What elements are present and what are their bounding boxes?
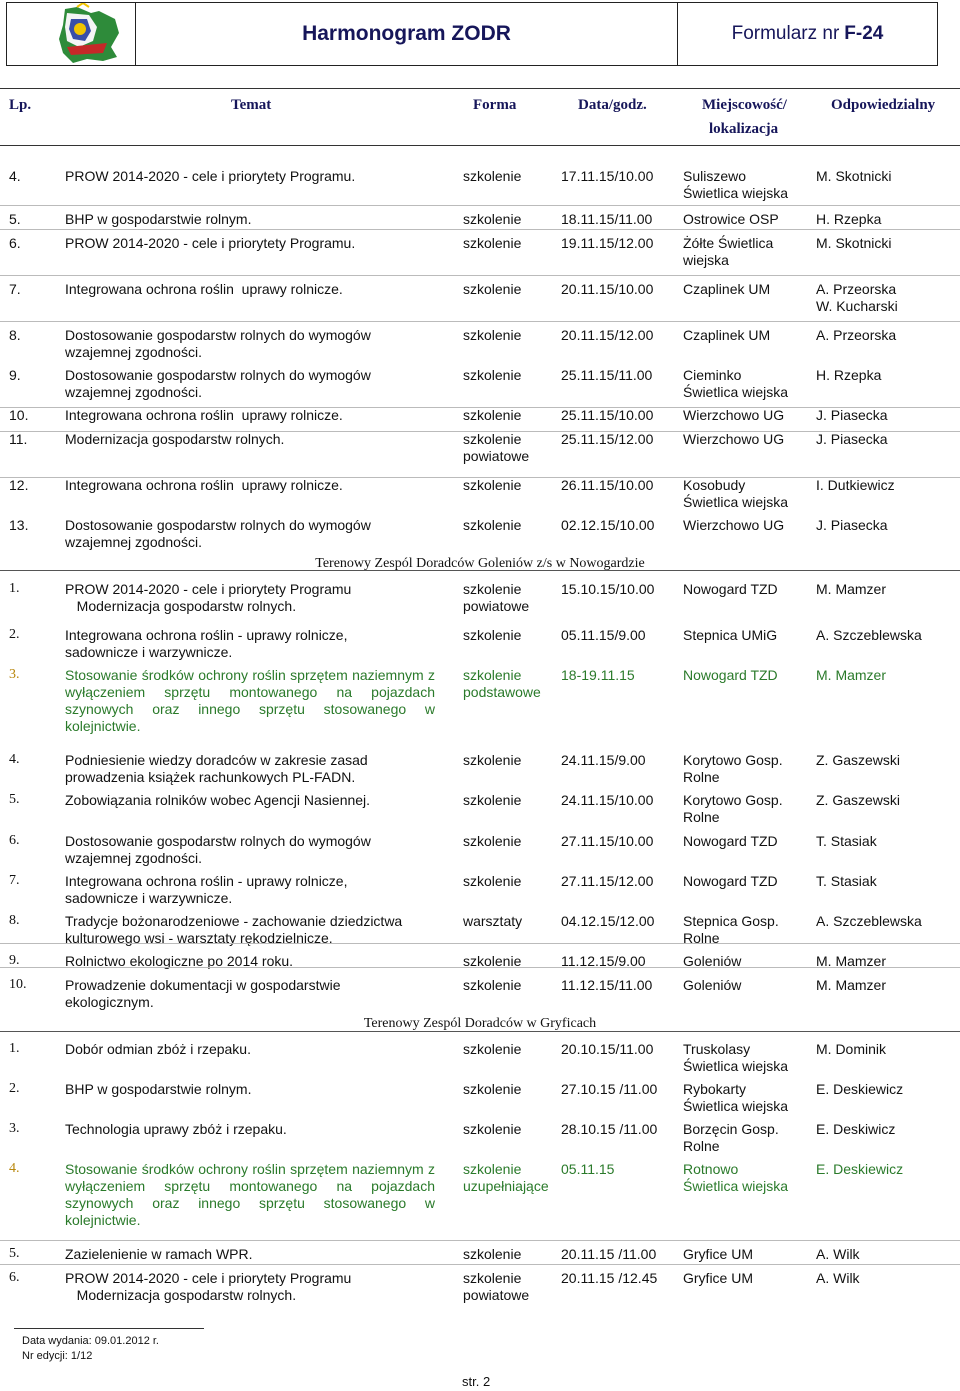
cell-forma: szkolenie bbox=[463, 517, 522, 533]
cell-forma: szkolenie bbox=[463, 953, 522, 969]
cell-forma: szkolenie bbox=[463, 235, 522, 251]
cell-data: 20.11.15 /11.00 bbox=[561, 1246, 657, 1262]
cell-miejsce: Nowogard TZD bbox=[683, 833, 778, 849]
cell-miejsce: Nowogard TZD bbox=[683, 667, 778, 683]
cell-num: 2. bbox=[9, 627, 20, 642]
row-divider bbox=[0, 1240, 960, 1241]
cell-odp: H. Rzepka bbox=[816, 367, 882, 383]
cell-temat: Prowadzenie dokumentacji w gospodarstwie ekologicznym. bbox=[65, 977, 341, 1010]
cell-data: 19.11.15/12.00 bbox=[561, 235, 654, 251]
cell-odp: E. Deskiewicz bbox=[816, 1081, 904, 1097]
cell-data: 11.12.15/11.00 bbox=[561, 977, 653, 993]
cell-forma: szkolenie bbox=[463, 752, 522, 768]
cell-num: 3. bbox=[9, 667, 20, 682]
cell-miejsce: Stepnica Gosp. Rolne bbox=[683, 913, 779, 946]
row-divider bbox=[0, 431, 960, 432]
cell-miejsce: Borzęcin Gosp. Rolne bbox=[683, 1121, 779, 1154]
cell-odp: A. Wilk bbox=[816, 1270, 860, 1286]
cell-num: 5. bbox=[9, 792, 20, 807]
cell-forma: szkolenie bbox=[463, 873, 522, 889]
cell-temat: PROW 2014-2020 - cele i priorytety Programu Modernizacja gospodarstw rolnych. bbox=[65, 1270, 352, 1303]
cell-forma: szkolenie powiatowe bbox=[463, 1270, 530, 1303]
cell-odp: J. Piasecka bbox=[816, 407, 888, 423]
cell-data: 18-19.11.15 bbox=[561, 667, 635, 683]
section-heading-gryfice: Terenowy Zespól Doradców w Gryficach bbox=[363, 1016, 597, 1031]
cell-odp: A. Wilk bbox=[816, 1246, 860, 1262]
cell-miejsce: Wierzchowo UG bbox=[683, 407, 785, 423]
cell-odp: H. Rzepka bbox=[816, 211, 882, 227]
form-number bbox=[678, 3, 937, 65]
cell-miejsce: Żółte Świetlica wiejska bbox=[683, 235, 774, 268]
cell-temat: Dostosowanie gospodarstw rolnych do wymogów wzajemnej zgodności. bbox=[65, 367, 371, 400]
col-lp: Lp. bbox=[9, 97, 32, 113]
row-divider bbox=[0, 205, 960, 206]
cell-num: 4. bbox=[9, 752, 20, 767]
cell-miejsce: Korytowo Gosp. Rolne bbox=[683, 752, 783, 785]
cell-data: 20.10.15/11.00 bbox=[561, 1041, 654, 1057]
cell-data: 25.11.15/10.00 bbox=[561, 407, 654, 423]
cell-odp: A. Przeorska bbox=[816, 327, 897, 343]
cell-odp: A. Szczeblewska bbox=[816, 627, 922, 643]
cell-temat: Technologia uprawy zbóż i rzepaku. bbox=[65, 1121, 287, 1137]
cell-forma: szkolenie bbox=[463, 977, 522, 993]
cell-num: 7. bbox=[9, 873, 20, 888]
cell-temat: BHP w gospodarstwie rolnym. bbox=[65, 1081, 252, 1097]
cell-odp: E. Deskiewicz bbox=[816, 1161, 904, 1177]
row-divider bbox=[0, 229, 960, 230]
cell-temat: Dobór odmian zbóż i rzepaku. bbox=[65, 1041, 251, 1057]
cell-num: 6. bbox=[9, 833, 20, 848]
col-forma: Forma bbox=[473, 97, 517, 113]
cell-miejsce: Wierzchowo UG bbox=[683, 517, 785, 533]
cell-forma: szkolenie bbox=[463, 833, 522, 849]
cell-forma: szkolenie bbox=[463, 168, 522, 184]
cell-temat: Integrowana ochrona roślin - uprawy rolnicze, sadownicze i warzywnicze. bbox=[65, 873, 348, 906]
cell-data: 25.11.15/12.00 bbox=[561, 431, 654, 447]
cell-odp: J. Piasecka bbox=[816, 431, 888, 447]
cell-temat: Stosowanie środków ochrony roślin sprzętem naziemnym z wyłączeniem sprzętu montowanego na pojazdach szynowych oraz innego sprzętu stosowanego w kolejnictwie. bbox=[65, 1161, 435, 1228]
cell-miejsce: Suliszewo Świetlica wiejska bbox=[683, 168, 789, 201]
cell-data: 27.10.15 /11.00 bbox=[561, 1081, 658, 1097]
col-miejsce-2: lokalizacja bbox=[709, 121, 779, 137]
cell-odp: Z. Gaszewski bbox=[816, 752, 901, 768]
cell-num: 8. bbox=[9, 327, 21, 343]
cell-forma: szkolenie powiatowe bbox=[463, 431, 530, 464]
cell-data: 20.11.15/10.00 bbox=[561, 281, 654, 297]
section-rule bbox=[0, 1031, 960, 1032]
cell-num: 1. bbox=[9, 581, 20, 596]
section-heading-goleniow: Terenowy Zespól Doradców Goleniów z/s w Nowogardzie bbox=[315, 556, 645, 571]
row-divider bbox=[0, 1264, 960, 1265]
cell-num: 6. bbox=[9, 235, 21, 251]
row-divider bbox=[0, 407, 960, 408]
cell-temat: Rolnictwo ekologiczne po 2014 roku. bbox=[65, 953, 294, 969]
cell-data: 17.11.15/10.00 bbox=[561, 168, 654, 184]
cell-miejsce: Gryfice UM bbox=[683, 1270, 753, 1286]
cell-temat: Stosowanie środków ochrony roślin sprzętem naziemnym z wyłączeniem sprzętu montowanego na pojazdach szynowych oraz innego sprzętu stosowanego w kolejnictwie. bbox=[65, 667, 435, 734]
cell-odp: A. Przeorska W. Kucharski bbox=[816, 281, 898, 314]
cell-data: 04.12.15/12.00 bbox=[561, 913, 655, 929]
cell-miejsce: Rybokarty Świetlica wiejska bbox=[683, 1081, 789, 1114]
cell-odp: M. Dominik bbox=[816, 1041, 887, 1057]
cell-odp: M. Skotnicki bbox=[816, 168, 892, 184]
cell-temat: Dostosowanie gospodarstw rolnych do wymogów wzajemnej zgodności. bbox=[65, 327, 371, 360]
col-odpowiedzialny: Odpowiedzialny bbox=[831, 97, 936, 113]
form-code: F-24 bbox=[844, 23, 884, 44]
cell-data: 11.12.15/9.00 bbox=[561, 953, 646, 969]
cell-num: 11. bbox=[9, 431, 28, 447]
cell-num: 7. bbox=[9, 281, 21, 297]
cell-miejsce: Korytowo Gosp. Rolne bbox=[683, 792, 783, 825]
cell-forma: szkolenie bbox=[463, 792, 522, 808]
cell-temat: PROW 2014-2020 - cele i priorytety Programu Modernizacja gospodarstw rolnych. bbox=[65, 581, 352, 614]
cell-num: 10. bbox=[9, 407, 29, 423]
document-header bbox=[6, 2, 938, 66]
cell-miejsce: Nowogard TZD bbox=[683, 581, 778, 597]
row-divider bbox=[0, 967, 960, 968]
cell-miejsce: Stepnica UMiG bbox=[683, 627, 778, 643]
cell-forma: szkolenie bbox=[463, 1081, 522, 1097]
cell-data: 24.11.15/10.00 bbox=[561, 792, 654, 808]
cell-forma: szkolenie podstawowe bbox=[463, 667, 541, 700]
issue-date: Data wydania: 09.01.2012 r. bbox=[22, 1335, 159, 1347]
cell-num: 3. bbox=[9, 1121, 20, 1136]
footer-rule bbox=[14, 1328, 204, 1329]
cell-forma: szkolenie bbox=[463, 477, 522, 493]
cell-data: 18.11.15/11.00 bbox=[561, 211, 653, 227]
cell-num: 10. bbox=[9, 977, 27, 992]
row-divider bbox=[0, 943, 960, 944]
cell-odp: A. Szczeblewska bbox=[816, 913, 922, 929]
cell-forma: szkolenie uzupełniające bbox=[463, 1161, 549, 1194]
cell-temat: Zazielenienie w ramach WPR. bbox=[65, 1246, 253, 1262]
cell-miejsce: Cieminko Świetlica wiejska bbox=[683, 367, 789, 400]
cell-data: 15.10.15/10.00 bbox=[561, 581, 655, 597]
cell-temat: BHP w gospodarstwie rolnym. bbox=[65, 211, 252, 227]
cell-odp: M. Mamzer bbox=[816, 581, 886, 597]
cell-num: 5. bbox=[9, 211, 21, 227]
document-title: Harmonogram ZODR bbox=[136, 3, 678, 65]
cell-data: 20.11.15 /12.45 bbox=[561, 1270, 658, 1286]
section-rule bbox=[0, 570, 960, 571]
cell-data: 27.11.15/12.00 bbox=[561, 873, 654, 889]
cell-num: 1. bbox=[9, 1041, 20, 1056]
cell-odp: M. Mamzer bbox=[816, 977, 886, 993]
cell-forma: szkolenie bbox=[463, 1246, 522, 1262]
cell-miejsce: Goleniów bbox=[683, 953, 742, 969]
cell-miejsce: Gryfice UM bbox=[683, 1246, 753, 1262]
edition-number: Nr edycji: 1/12 bbox=[22, 1350, 93, 1362]
cell-num: 5. bbox=[9, 1246, 20, 1261]
cell-num: 2. bbox=[9, 1081, 20, 1096]
cell-miejsce: Ostrowice OSP bbox=[683, 211, 779, 227]
cell-temat: Integrowana ochrona roślin uprawy rolnicze. bbox=[65, 407, 343, 423]
row-divider bbox=[0, 275, 960, 276]
cell-temat: Dostosowanie gospodarstw rolnych do wymogów wzajemnej zgodności. bbox=[65, 517, 371, 550]
cell-forma: szkolenie bbox=[463, 327, 522, 343]
cell-odp: M. Mamzer bbox=[816, 953, 886, 969]
row-divider bbox=[0, 321, 960, 322]
cell-miejsce: Nowogard TZD bbox=[683, 873, 778, 889]
col-data: Data/godz. bbox=[578, 97, 647, 113]
form-label: Formularz nr bbox=[731, 23, 840, 44]
cell-data: 27.11.15/10.00 bbox=[561, 833, 654, 849]
cell-odp: T. Stasiak bbox=[816, 833, 877, 849]
cell-forma: szkolenie bbox=[463, 407, 522, 423]
zodr-logo bbox=[7, 3, 136, 65]
cell-data: 26.11.15/10.00 bbox=[561, 477, 654, 493]
cell-odp: J. Piasecka bbox=[816, 517, 888, 533]
cell-temat: Tradycje bożonarodzeniowe - zachowanie dziedzictwa kulturowego wsi - warsztaty rękodzielnicze. bbox=[65, 913, 403, 946]
cell-temat: PROW 2014-2020 - cele i priorytety Programu. bbox=[65, 168, 356, 184]
cell-forma: warsztaty bbox=[463, 913, 523, 929]
cell-num: 4. bbox=[9, 1161, 20, 1176]
cell-miejsce: Wierzchowo UG bbox=[683, 431, 785, 447]
cell-data: 20.11.15/12.00 bbox=[561, 327, 654, 343]
cell-miejsce: Rotnowo Świetlica wiejska bbox=[683, 1161, 789, 1194]
cell-odp: T. Stasiak bbox=[816, 873, 877, 889]
cell-temat: Integrowana ochrona roślin uprawy rolnicze. bbox=[65, 281, 343, 297]
cell-num: 4. bbox=[9, 168, 21, 184]
cell-temat: Integrowana ochrona roślin uprawy rolnicze. bbox=[65, 477, 343, 493]
cell-miejsce: Truskolasy Świetlica wiejska bbox=[683, 1041, 789, 1074]
col-temat: Temat bbox=[231, 97, 272, 113]
cell-odp: Z. Gaszewski bbox=[816, 792, 901, 808]
page-number: str. 2 bbox=[462, 1374, 491, 1389]
cell-data: 02.12.15/10.00 bbox=[561, 517, 655, 533]
cell-data: 25.11.15/11.00 bbox=[561, 367, 653, 383]
cell-forma: szkolenie bbox=[463, 1121, 522, 1137]
cell-temat: Zobowiązania rolników wobec Agencji Nasiennej. bbox=[65, 792, 371, 808]
cell-num: 13. bbox=[9, 517, 29, 533]
cell-temat: Modernizacja gospodarstw rolnych. bbox=[65, 431, 285, 447]
cell-num: 12. bbox=[9, 477, 29, 493]
cell-data: 05.11.15 bbox=[561, 1161, 615, 1177]
cell-num: 9. bbox=[9, 953, 20, 968]
cell-miejsce: Czaplinek UM bbox=[683, 281, 771, 297]
cell-odp: E. Deskiwicz bbox=[816, 1121, 896, 1137]
cell-temat: Dostosowanie gospodarstw rolnych do wymogów wzajemnej zgodności. bbox=[65, 833, 371, 866]
cell-miejsce: Czaplinek UM bbox=[683, 327, 771, 343]
cell-temat: PROW 2014-2020 - cele i priorytety Programu. bbox=[65, 235, 356, 251]
cell-forma: szkolenie bbox=[463, 627, 522, 643]
cell-temat: Podniesienie wiedzy doradców w zakresie zasad prowadzenia książek rachunkowych PL-FADN. bbox=[65, 752, 368, 785]
cell-forma: szkolenie bbox=[463, 281, 522, 297]
cell-forma: szkolenie bbox=[463, 367, 522, 383]
cell-miejsce: Kosobudy Świetlica wiejska bbox=[683, 477, 789, 510]
col-miejsce: Miejscowość/ bbox=[702, 97, 787, 113]
cell-num: 6. bbox=[9, 1270, 20, 1285]
cell-data: 05.11.15/9.00 bbox=[561, 627, 646, 643]
cell-num: 8. bbox=[9, 913, 20, 928]
cell-odp: I. Dutkiewicz bbox=[816, 477, 895, 493]
cell-forma: szkolenie bbox=[463, 1041, 522, 1057]
cell-forma: szkolenie bbox=[463, 211, 522, 227]
cell-odp: M. Skotnicki bbox=[816, 235, 892, 251]
cell-data: 24.11.15/9.00 bbox=[561, 752, 646, 768]
cell-odp: M. Mamzer bbox=[816, 667, 886, 683]
cell-forma: szkolenie powiatowe bbox=[463, 581, 530, 614]
cell-temat: Integrowana ochrona roślin - uprawy rolnicze, sadownicze i warzywnicze. bbox=[65, 627, 348, 660]
table-header bbox=[0, 88, 960, 146]
row-divider bbox=[0, 477, 960, 478]
cell-miejsce: Goleniów bbox=[683, 977, 742, 993]
cell-data: 28.10.15 /11.00 bbox=[561, 1121, 658, 1137]
cell-num: 9. bbox=[9, 367, 21, 383]
